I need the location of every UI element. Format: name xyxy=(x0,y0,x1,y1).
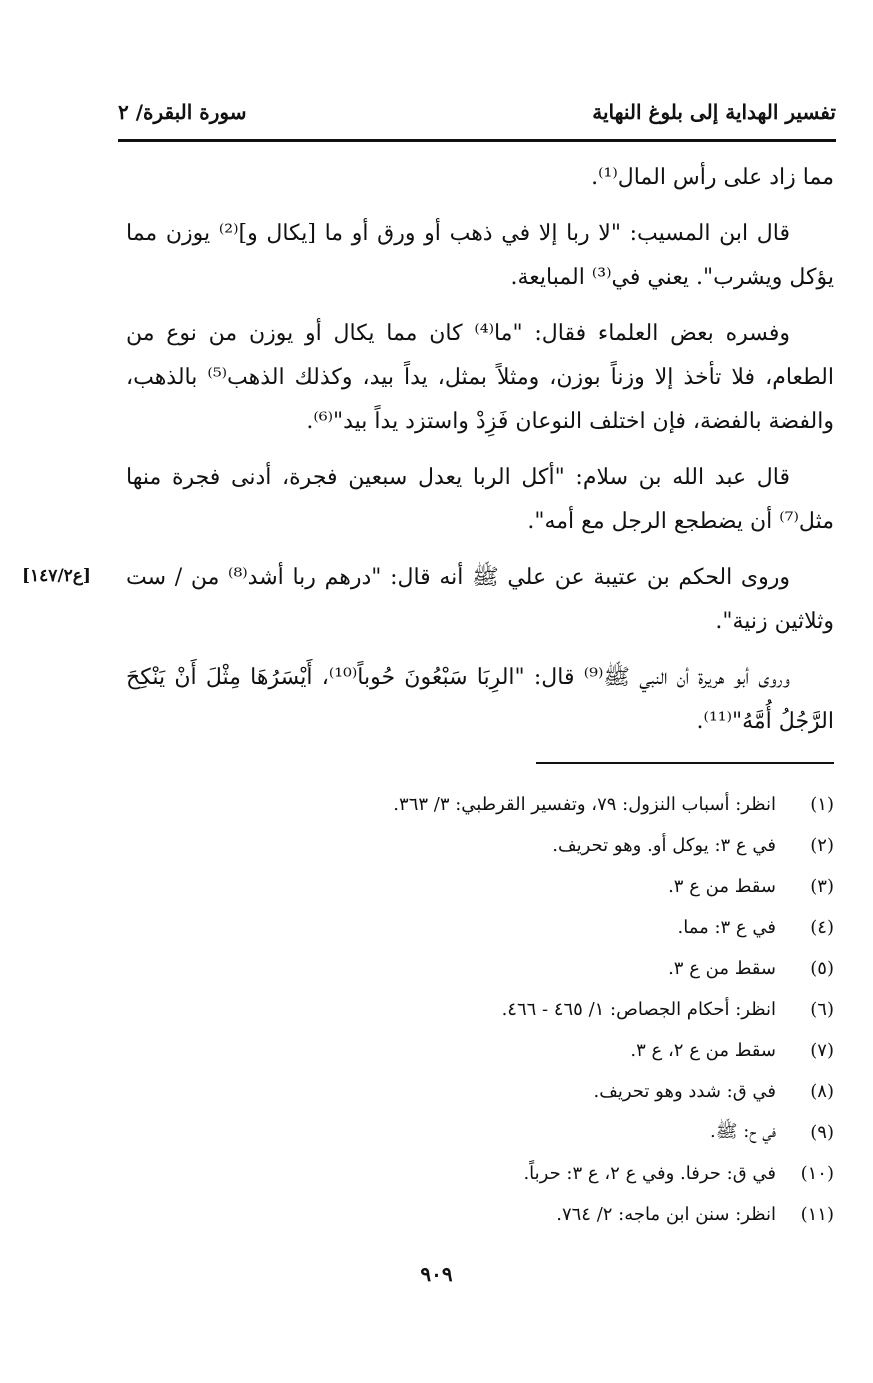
paragraph: وروى الحكم بن عتيبة عن علي ﷺ أنه قال: "درهم ربا أشد⁽⁸⁾ من / ست وثلاثين زنية". xyxy=(126,565,834,634)
paragraph: مما زاد على رأس المال⁽¹⁾. xyxy=(591,165,834,190)
running-header xyxy=(118,92,836,132)
paragraph: وروى أبو هريرة أن النبي ﷺ⁽⁹⁾ قال: "الرِبَا سَبْعُونَ حُوباً⁽¹⁰⁾، أَيْسَرُهَا مِثْلَ أَنْ يَنْكِحَ الرَّجُلُ أُمَّهُ"⁽¹¹⁾. xyxy=(126,665,834,734)
page-number: ٩٠٩ xyxy=(420,1262,453,1286)
footnote-text: انظر: أحكام الجصاص: ١/ ٤٦٥ - ٤٦٦. xyxy=(501,999,776,1020)
footnote-number: (٤) xyxy=(810,917,834,938)
footnote-text: في ع ٣: يوكل أو. وهو تحريف. xyxy=(552,835,776,856)
paragraph: وفسره بعض العلماء فقال: "ما⁽⁴⁾ كان مما يكال أو يوزن من نوع من الطعام، فلا تأخذ إلا وزناً بوزن، ومثلاً بمثل، يداً بيد، وكذلك الذهب⁽⁵⁾ بالذهب، والفضة بالفضة، فإن اختلف النوعان فَزِدْ واستزد يداً بيد"⁽⁶⁾. xyxy=(126,321,834,434)
footnote-number: (١١) xyxy=(800,1204,834,1225)
footnote-text: سقط من ع ٣. xyxy=(668,958,776,979)
footnote-text: في ح: ﷺ. xyxy=(710,1120,776,1142)
footnotes xyxy=(126,784,834,1235)
footnote-item xyxy=(126,989,834,1030)
footnote-item xyxy=(126,866,834,907)
footnote-number: (١٠) xyxy=(800,1163,834,1184)
footnote-number: (٥) xyxy=(810,958,834,979)
paragraph: قال ابن المسيب: "لا ربا إلا في ذهب أو ورق أو ما [يكال و]⁽²⁾ يوزن مما يؤكل ويشرب". يعني في⁽³⁾ المبايعة. xyxy=(126,221,834,290)
footnote-text: انظر: أسباب النزول: ٧٩، وتفسير القرطبي: ٣/ ٣٦٣. xyxy=(393,794,776,815)
footnote-rule xyxy=(536,762,834,764)
manuscript-marker: [ع١٤٧/٢] xyxy=(22,566,91,586)
footnote-number: (٧) xyxy=(810,1040,834,1061)
surah-label: سورة البقرة/ ٢ xyxy=(118,100,247,124)
footnote-item xyxy=(126,825,834,866)
footnote-item xyxy=(126,1112,834,1153)
footnote-number: (٦) xyxy=(810,999,834,1020)
footnote-item xyxy=(126,907,834,948)
footnote-item xyxy=(126,948,834,989)
footnote-number: (١) xyxy=(810,794,834,815)
footnote-number: (٣) xyxy=(810,876,834,897)
footnote-text: في ق: شدد وهو تحريف. xyxy=(593,1081,776,1102)
footnote-item xyxy=(126,1030,834,1071)
footnote-item xyxy=(126,784,834,825)
footnote-item xyxy=(126,1071,834,1112)
footnote-number: (٩) xyxy=(810,1122,834,1143)
book-title: تفسير الهداية إلى بلوغ النهاية xyxy=(592,100,836,124)
footnote-number: (٢) xyxy=(810,835,834,856)
header-rule xyxy=(118,139,836,142)
footnote-text: في ق: حرفا. وفي ع ٢، ع ٣: حرباً. xyxy=(523,1163,776,1184)
paragraph: قال عبد الله بن سلام: "أكل الربا يعدل سبعين فجرة، أدنى فجرة منها مثل⁽⁷⁾ أن يضطجع الرجل مع أمه". xyxy=(126,465,834,534)
footnote-number: (٨) xyxy=(810,1081,834,1102)
footnote-text: سقط من ع ٣. xyxy=(668,876,776,897)
footnote-text: في ع ٣: مما. xyxy=(677,917,776,938)
main-text xyxy=(126,156,834,756)
footnote-text: سقط من ع ٢، ع ٣. xyxy=(630,1040,776,1061)
footnote-item xyxy=(126,1194,834,1235)
footnote-item xyxy=(126,1153,834,1194)
footnote-text: انظر: سنن ابن ماجه: ٢/ ٧٦٤. xyxy=(556,1204,776,1225)
